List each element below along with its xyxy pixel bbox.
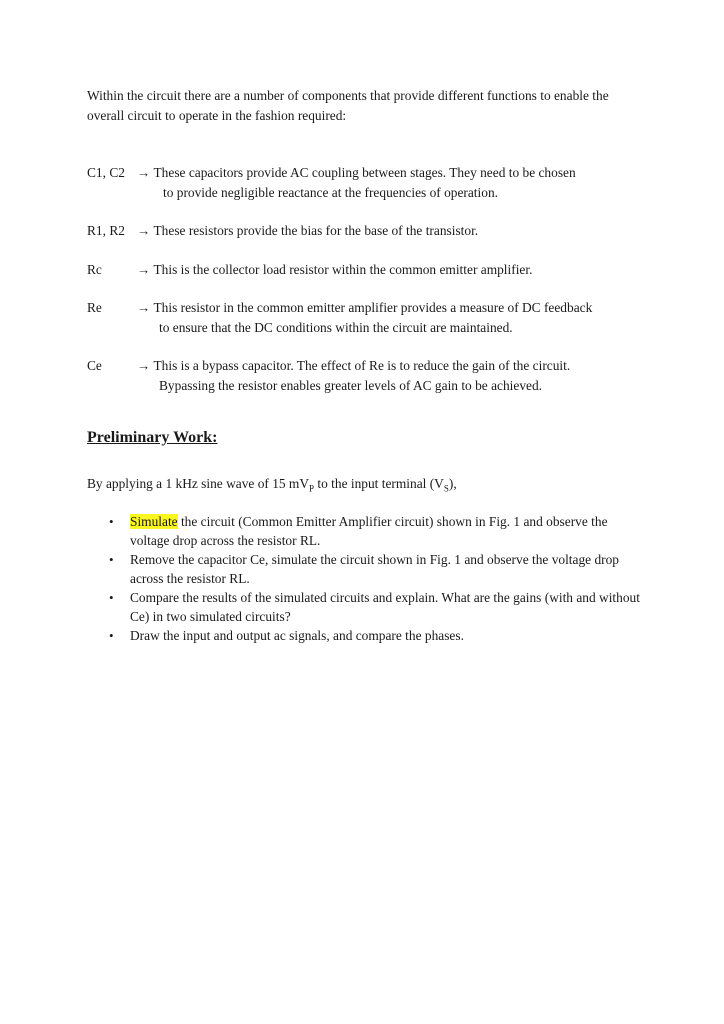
component-label: Ce [87,358,102,373]
task-list [87,512,647,645]
component-description: → These resistors provide the bias for the base of the transistor. [137,223,479,238]
component-label: Re [87,300,102,315]
list-item: • Compare the results of the simulated circuits and explain. What are the gains (with and without Ce) in two simulated circuits? [109,590,640,624]
component-description: → These capacitors provide AC coupling between stages. They need to be chosen to provide negligible reactance at the frequencies of operation. [137,165,576,200]
bullet-icon: • [109,514,114,529]
intro-paragraph: Within the circuit there are a number of components that provide different functions to enable the overall circuit to operate in the fashion required: [87,88,609,123]
bullet-icon: • [109,628,114,643]
preliminary-work-heading: Preliminary Work: [87,429,218,446]
list-item: • Simulate the circuit (Common Emitter Amplifier circuit) shown in Fig. 1 and observe the voltage drop across the resistor RL. [109,514,608,548]
component-description: → This resistor in the common emitter amplifier provides a measure of DC feedback to ensure that the DC conditions within the circuit are maintained. [137,300,593,335]
bullet-icon: • [109,590,114,605]
preliminary-paragraph: By applying a 1 kHz sine wave of 15 $mV_P$ to the input terminal $(V_S)$, [87,476,457,494]
bullet-icon: • [109,552,114,567]
component-description: → This is the collector load resistor within the common emitter amplifier. [137,262,533,277]
highlighted-text: Simulate [130,514,178,529]
component-label: R1, R2 [87,223,125,238]
list-item: • Remove the capacitor Ce, simulate the circuit shown in Fig. 1 and observe the voltage drop across the resistor RL. [109,552,620,586]
component-label: Rc [87,262,102,277]
component-label: C1, C2 [87,165,125,180]
component-description: → This is a bypass capacitor. The effect of Re is to reduce the gain of the circuit. Bypassing the resistor enables greater levels of AC gain to be achieved. [137,358,571,393]
list-item: • Draw the input and output ac signals, and compare the phases. [109,628,464,643]
